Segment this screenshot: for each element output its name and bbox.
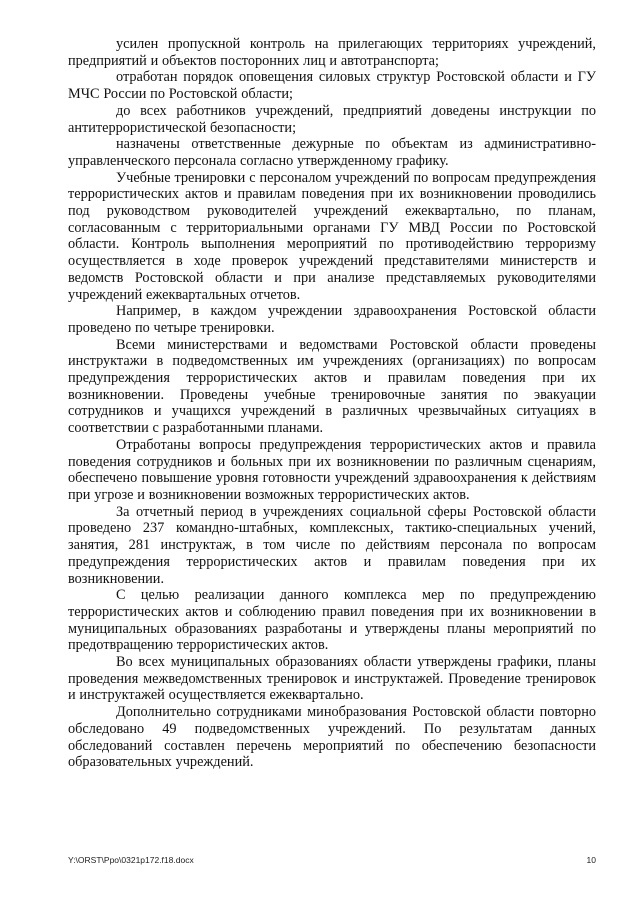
paragraph: отработан порядок оповещения силовых структур Ростовской области и ГУ МЧС России по Ростовской области; [68,69,596,103]
paragraph: Учебные тренировки с персоналом учреждений по вопросам предупреждения террористических актов и правилам поведения при их возникновении проводились под руководством руководителей учреждений ежеквартально, по планам, согласованным с территориальными органами ГУ МВД России по Ростовской области. Контроль выполнения мероприятий по противодействию терроризму осуществляется в ходе проверок учреждений представителями министерств и ведомств Ростовской области и при анализе представляемых руководителями учреждений ежеквартальных отчетов. [68,169,596,303]
paragraph: Отработаны вопросы предупреждения террористических актов и правила поведения сотрудников и больных при их возникновении по различным сценариям, обеспечено повышение уровня готовности учреждений здравоохранения к действиям при угрозе и возникновении возможных террористических актов. [68,436,596,503]
paragraph: усилен пропускной контроль на прилегающих территориях учреждений, предприятий и объектов посторонних лиц и автотранспорта; [68,36,596,69]
paragraph: С целью реализации данного комплекса мер по предупреждению террористических актов и соблюдению правил поведения при их возникновении в муниципальных образованиях разработаны и утверждены планы мероприятий по предотвращению террористических актов. [68,587,596,654]
paragraph: Дополнительно сотрудниками минобразования Ростовской области повторно обследовано 49 подведомственных учреждений. По результатам данных обследований составлен перечень мероприятий по обеспечению безопасности образовательных учреждений. [68,704,596,771]
paragraph: Например, в каждом учреждении здравоохранения Ростовской области проведено по четыре тренировки. [68,303,596,336]
page-footer [68,855,596,869]
footer-file-path: Y:\ORST\Ppo\0321p172.f18.docx [68,855,194,865]
page-number: 10 [586,855,596,865]
paragraph: до всех работников учреждений, предприятий доведены инструкции по антитеррористической безопасности; [68,102,596,136]
paragraph: Во всех муниципальных образованиях области утверждены графики, планы проведения межведомственных тренировок и инструктажей. Проведение тренировок и инструктажей осуществляется ежеквартально. [68,654,596,704]
paragraph: За отчетный период в учреждениях социальной сферы Ростовской области проведено 237 командно-штабных, комплексных, тактико-специальных учений, занятия, 281 инструктаж, в том числе по действиям персонала по вопросам предупреждения террористических актов и правилам поведения при их возникновении. [68,503,596,587]
paragraph: Всеми министерствами и ведомствами Ростовской области проведены инструктажи в подведомственных им учреждениях (организациях) по вопросам предупреждения террористических актов и правилам поведения при их возникновении. Проведены учебные тренировочные занятия по эвакуации сотрудников и учащихся учреждений в различных чрезвычайных ситуациях в соответствии с разработанными планами. [68,336,596,437]
paragraph: назначены ответственные дежурные по объектам из административно-управленческого персонала согласно утвержденному графику. [68,136,596,169]
document-body [68,36,596,771]
